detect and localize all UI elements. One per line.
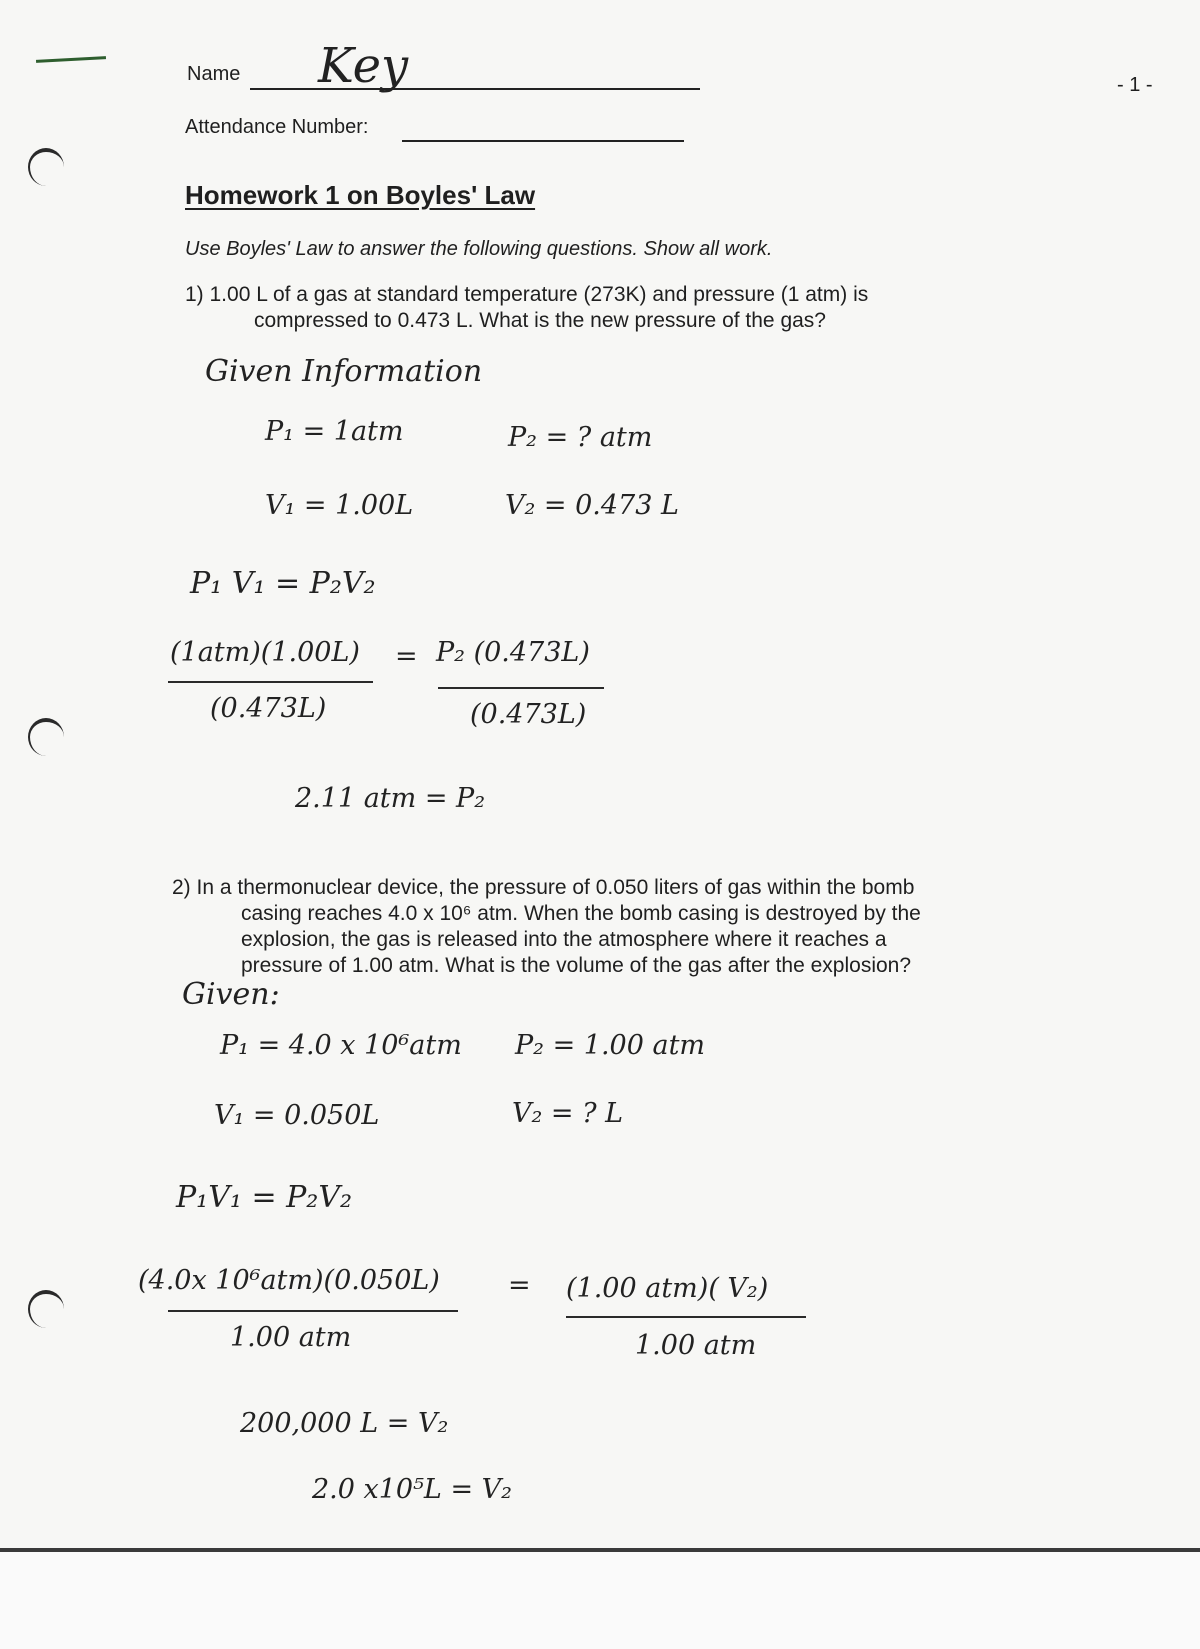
binder-hole-mark xyxy=(28,1290,64,1328)
q1-rhs-numerator: P₂ (0.473L) xyxy=(436,637,590,668)
page-title: Homework 1 on Boyles' Law xyxy=(185,180,536,210)
q1-v1: V₁ = 1.00L xyxy=(265,490,414,521)
attendance-label: Attendance Number: xyxy=(185,116,369,138)
q2-rhs-denominator: 1.00 atm xyxy=(635,1330,757,1361)
q2-text-line3: explosion, the gas is released into the atmosphere where it reaches a xyxy=(241,928,887,951)
q1-p1: P₁ = 1atm xyxy=(265,416,404,447)
q2-equals: = xyxy=(508,1270,531,1301)
q2-lhs-denominator: 1.00 atm xyxy=(230,1322,352,1353)
q1-formula: P₁ V₁ = P₂V₂ xyxy=(190,566,376,601)
q2-p1: P₁ = 4.0 x 10⁶atm xyxy=(220,1030,462,1061)
q1-text-line2: compressed to 0.473 L. What is the new pressure of the gas? xyxy=(254,309,826,332)
q1-v2: V₂ = 0.473 L xyxy=(505,490,679,521)
q1-rhs-denominator: (0.473L) xyxy=(470,699,587,730)
name-value: Key xyxy=(318,38,409,94)
binder-hole-mark xyxy=(28,148,64,186)
q2-text-line2: casing reaches 4.0 x 10⁶ atm. When the bomb casing is destroyed by the xyxy=(241,902,921,925)
q1-text-line1: 1) 1.00 L of a gas at standard temperature (273K) and pressure (1 atm) is xyxy=(185,283,869,306)
q1-equals: = xyxy=(395,641,418,672)
q1-p2: P₂ = ? atm xyxy=(508,422,653,453)
q2-p2: P₂ = 1.00 atm xyxy=(515,1030,706,1061)
q2-answer-scientific: 2.0 x10⁵L = V₂ xyxy=(312,1474,512,1505)
name-label: Name xyxy=(187,63,241,85)
q2-v2: V₂ = ? L xyxy=(512,1098,624,1129)
binder-hole-mark xyxy=(28,718,64,756)
q1-lhs-denominator: (0.473L) xyxy=(210,693,327,724)
q2-fraction-bar-right xyxy=(566,1316,806,1318)
q2-fraction-bar-left xyxy=(168,1310,458,1312)
q2-rhs-numerator: (1.00 atm)( V₂) xyxy=(566,1273,769,1304)
q1-fraction-bar-right xyxy=(438,687,604,689)
q2-given-heading: Given: xyxy=(182,977,280,1012)
q1-lhs-numerator: (1atm)(1.00L) xyxy=(170,637,360,668)
q1-answer: 2.11 atm = P₂ xyxy=(295,783,486,814)
q2-text-line4: pressure of 1.00 atm. What is the volume of the gas after the explosion? xyxy=(241,954,912,977)
scan-margin xyxy=(0,1552,1200,1649)
page-number: - 1 - xyxy=(1117,74,1153,96)
q2-answer-decimal: 200,000 L = V₂ xyxy=(240,1408,449,1439)
q1-fraction-bar-left xyxy=(168,681,373,683)
q2-lhs-numerator: (4.0x 10⁶atm)(0.050L) xyxy=(138,1265,440,1296)
q2-formula: P₁V₁ = P₂V₂ xyxy=(176,1180,353,1215)
q1-given-heading: Given Information xyxy=(205,354,483,389)
q2-text-line1: 2) In a thermonuclear device, the pressure of 0.050 liters of gas within the bomb xyxy=(172,876,915,899)
q2-v1: V₁ = 0.050L xyxy=(214,1100,380,1131)
instructions: Use Boyles' Law to answer the following questions. Show all work. xyxy=(185,238,773,260)
attendance-line xyxy=(402,140,684,142)
pen-mark xyxy=(36,56,106,63)
